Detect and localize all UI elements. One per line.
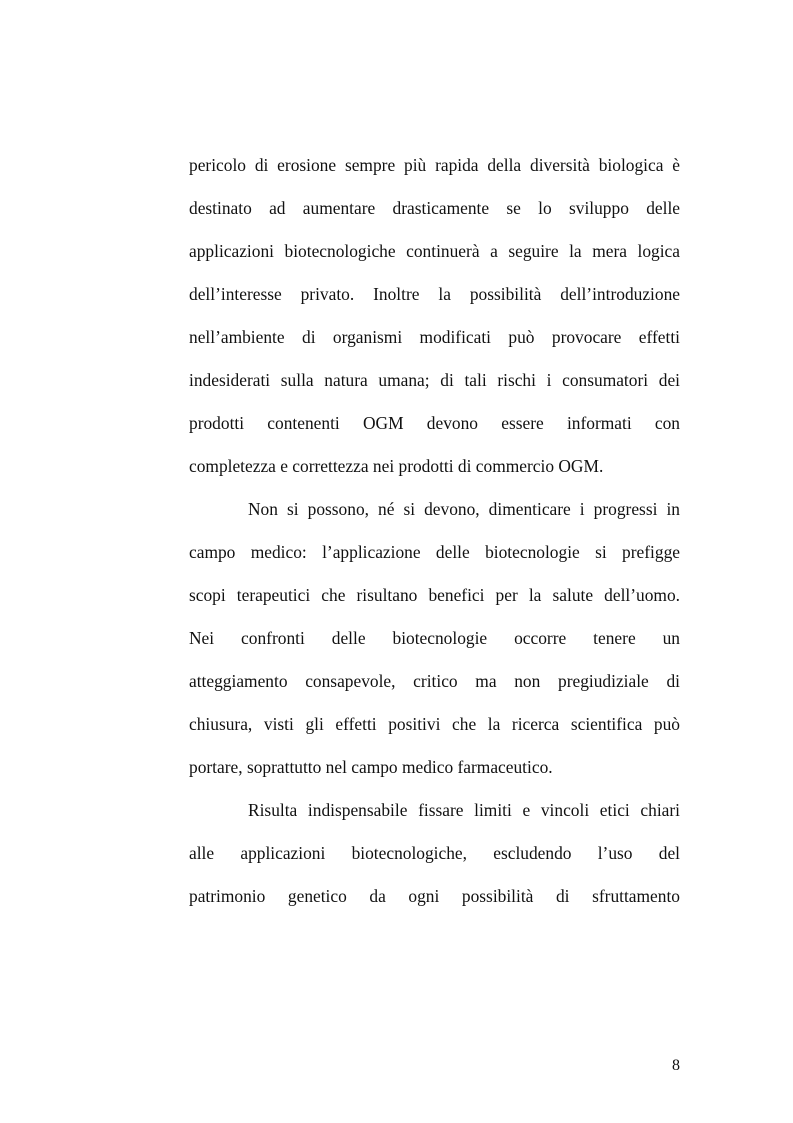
text-line: applicazioni biotecnologiche continuerà a seguire la mera logica [189,241,680,261]
text-line: chiusura, visti gli effetti positivi che la ricerca scientifica può [189,714,680,734]
text-line: Risulta indispensabile fissare limiti e vincoli etici chiari [248,800,680,820]
body-text [189,144,680,918]
text-line: nell’ambiente di organismi modificati può provocare effetti [189,327,680,347]
text-line: campo medico: l’applicazione delle biotecnologie si prefigge [189,542,680,562]
text-line: pericolo di erosione sempre più rapida della diversità biologica è [189,155,680,175]
text-line: portare, soprattutto nel campo medico farmaceutico. [189,757,553,777]
text-line: Nei confronti delle biotecnologie occorre tenere un [189,628,680,648]
text-line: scopi terapeutici che risultano benefici per la salute dell’uomo. [189,585,680,605]
text-line: patrimonio genetico da ogni possibilità di sfruttamento [189,886,680,906]
text-line: completezza e correttezza nei prodotti di commercio OGM. [189,456,604,476]
text-line: indesiderati sulla natura umana; di tali rischi i consumatori dei [189,370,680,390]
text-line: dell’interesse privato. Inoltre la possibilità dell’introduzione [189,284,680,304]
text-line: atteggiamento consapevole, critico ma non pregiudiziale di [189,671,680,691]
text-line: destinato ad aumentare drasticamente se lo sviluppo delle [189,198,680,218]
text-line: prodotti contenenti OGM devono essere informati con [189,413,680,433]
page-number: 8 [672,1057,680,1074]
text-line: Non si possono, né si devono, dimenticare i progressi in [248,499,680,519]
text-line: alle applicazioni biotecnologiche, escludendo l’uso del [189,843,680,863]
